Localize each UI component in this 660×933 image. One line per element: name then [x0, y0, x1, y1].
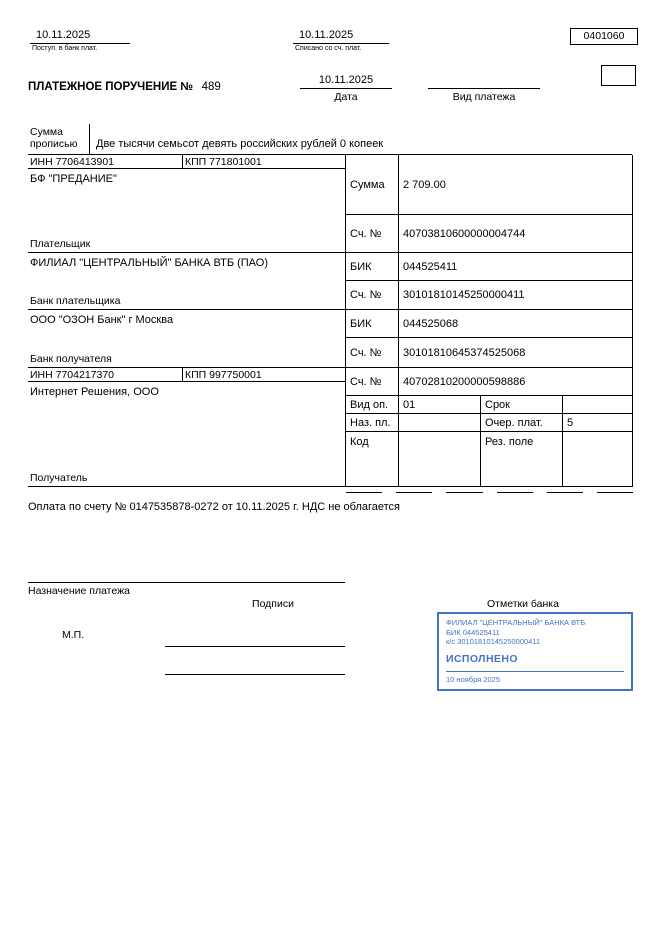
document-number: 489: [201, 81, 221, 93]
payer-bank-account-value: 30101810145250000411: [398, 281, 632, 310]
document-date-caption: Дата: [334, 91, 358, 103]
payee-inn: ИНН 7704217370: [28, 368, 182, 382]
tick-segment: [446, 487, 482, 493]
priority-label: Очер. плат.: [480, 414, 562, 432]
stamp-bik-line: БИК 044525411: [446, 627, 500, 637]
payer-bank-name: ФИЛИАЛ "ЦЕНТРАЛЬНЫЙ" БАНКА ВТБ (ПАО): [30, 257, 268, 269]
term-label: Срок: [480, 396, 562, 414]
payer-bank-account-label: Сч. №: [345, 281, 398, 310]
debited-date-value: 10.11.2025: [293, 29, 389, 44]
purpose-text: Оплата по счету № 0147535878-0272 от 10.11.2025 г. НДС не облагается: [28, 501, 400, 513]
payee-bank-cell: [28, 310, 345, 368]
payer-cell: [28, 169, 345, 253]
payee-cell: [28, 382, 345, 487]
document-title: [28, 77, 221, 95]
tick-segment: [396, 487, 432, 493]
payer-bank-cell: [28, 253, 345, 310]
payee-kpp: КПП 997750001: [182, 368, 345, 382]
payee-bank-name: ООО "ОЗОН Банк" г Москва: [30, 314, 174, 326]
payer-bank-caption: Банк плательщика: [30, 295, 121, 307]
received-date-field: [30, 29, 130, 52]
op-kind-value: 01: [398, 396, 480, 414]
reserve-value: [562, 432, 632, 487]
received-date-value: 10.11.2025: [30, 29, 130, 44]
payee-bank-account-value: 30101810645374525068: [398, 338, 632, 368]
debited-date-caption: Списано со сч. плат.: [295, 45, 362, 52]
payer-account-value: 40703810600000004744: [398, 215, 632, 253]
code-value: [398, 432, 480, 487]
debited-date-field: [293, 29, 389, 52]
reserve-label: Рез. поле: [480, 432, 562, 487]
code-label: Код: [345, 432, 398, 487]
payer-account-label: Сч. №: [345, 215, 398, 253]
document-date-field: [300, 74, 392, 103]
purpose-field-ticks: [346, 487, 633, 493]
document-title-label: ПЛАТЕЖНОЕ ПОРУЧЕНИЕ №: [28, 81, 194, 93]
tick-segment: [597, 487, 633, 493]
payee-name: Интернет Решения, ООО: [30, 386, 159, 398]
purpose-caption: Назначение платежа: [28, 585, 130, 597]
received-date-caption: Поступ. в банк плат.: [32, 45, 98, 52]
tick-segment: [497, 487, 533, 493]
amount-in-words-label: Сумма прописью: [28, 124, 90, 154]
payment-kind-caption: Вид платежа: [452, 91, 516, 103]
payer-bank-bik-value: 044525411: [398, 253, 632, 281]
purpose-code-value: [398, 414, 480, 432]
status-code-box: [601, 65, 636, 86]
payee-account-value: 40702810200000598886: [398, 368, 632, 396]
payee-caption: Получатель: [30, 472, 88, 484]
amount-label: Сумма: [345, 155, 398, 215]
term-value: [562, 396, 632, 414]
document-date-value: 10.11.2025: [300, 74, 392, 89]
signature-line-2: [165, 674, 345, 675]
payee-account-label: Сч. №: [345, 368, 398, 396]
payer-bank-bik-label: БИК: [345, 253, 398, 281]
form-code-box: 0401060: [570, 28, 638, 45]
amount-in-words-text: Две тысячи семьсот девять российских рублей 0 копеек: [96, 138, 384, 150]
payment-kind-value: [428, 74, 540, 89]
stamp-corr-line: к/с 30101810145250000411: [446, 637, 541, 646]
amount-value: 2 709.00: [398, 155, 632, 215]
tick-segment: [547, 487, 583, 493]
stamp-status: ИСПОЛНЕНО: [446, 652, 518, 665]
payee-bank-bik-label: БИК: [345, 310, 398, 338]
signatures-caption: Подписи: [252, 598, 294, 610]
amount-in-words-section: [28, 124, 632, 155]
mp-label: М.П.: [62, 629, 85, 641]
bank-stamp: [437, 612, 633, 691]
tick-segment: [346, 487, 382, 493]
op-kind-label: Вид оп.: [345, 396, 398, 414]
stamp-date: 10 ноября 2025: [446, 671, 624, 685]
payment-kind-field: [428, 74, 540, 103]
payer-kpp: КПП 771801001: [182, 155, 345, 169]
payer-inn: ИНН 7706413901: [28, 155, 182, 169]
priority-value: 5: [562, 414, 632, 432]
payee-bank-account-label: Сч. №: [345, 338, 398, 368]
bank-marks-caption: Отметки банка: [487, 598, 559, 610]
purpose-underline: [28, 582, 345, 583]
stamp-bank-name: ФИЛИАЛ "ЦЕНТРАЛЬНЫЙ" БАНКА ВТБ: [446, 618, 586, 627]
payer-name: БФ "ПРЕДАНИЕ": [30, 173, 117, 185]
payer-caption: Плательщик: [30, 238, 91, 250]
requisites-table: [28, 155, 633, 487]
purpose-code-label: Наз. пл.: [345, 414, 398, 432]
signature-line-1: [165, 646, 345, 647]
payee-bank-bik-value: 044525068: [398, 310, 632, 338]
payee-bank-caption: Банк получателя: [30, 353, 112, 365]
